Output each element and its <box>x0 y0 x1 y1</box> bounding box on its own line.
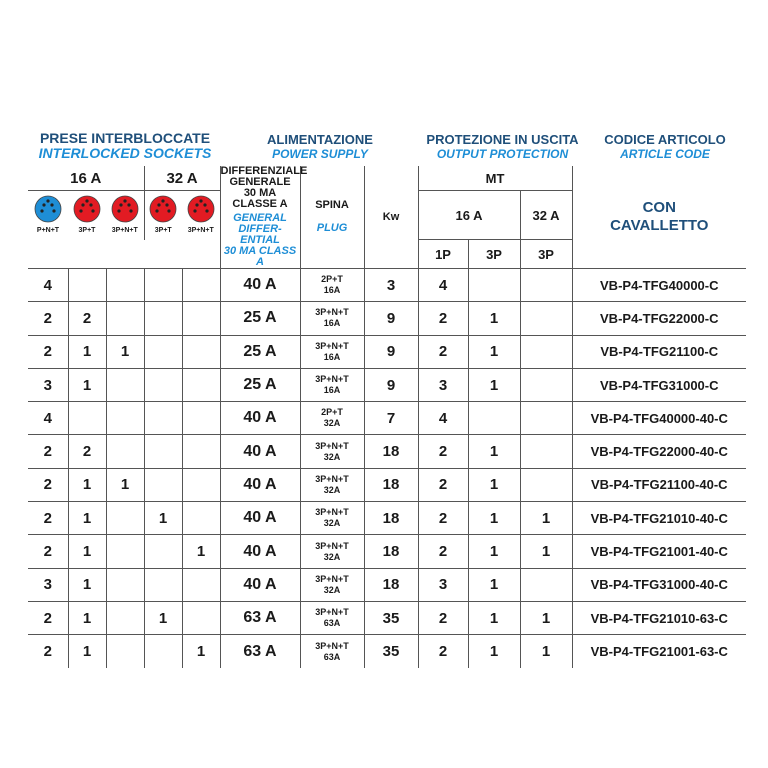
socket-count <box>106 502 144 535</box>
code-header-it: CODICE ARTICOLO <box>604 132 726 147</box>
mt-3p-count: 1 <box>468 502 520 535</box>
mt-3p-count <box>468 269 520 302</box>
socket-count <box>144 635 182 668</box>
mt-32a-3p-count: 1 <box>520 635 572 668</box>
article-code: VB-P4-TFG21100-C <box>572 335 746 368</box>
mt-1p-label: 1P <box>435 246 451 262</box>
socket-count <box>182 368 220 401</box>
mt-1p-count: 3 <box>418 368 468 401</box>
socket-count <box>182 468 220 501</box>
plug-spec <box>300 468 364 501</box>
mt-1p-count: 2 <box>418 435 468 468</box>
socket-count <box>182 435 220 468</box>
supply-header-en: POWER SUPPLY <box>272 147 368 161</box>
plug-type: 2P+T <box>321 407 343 418</box>
red-socket-icon <box>187 195 215 223</box>
article-code: VB-P4-TFG22000-C <box>572 302 746 335</box>
socket-count <box>182 601 220 634</box>
socket-count: 2 <box>28 502 68 535</box>
protection-header <box>425 132 580 162</box>
table-row <box>28 402 746 435</box>
socket-count <box>106 601 144 634</box>
plug-rating: 32A <box>323 418 341 429</box>
kw-value: 18 <box>364 535 418 568</box>
protection-header-en: OUTPUT PROTECTION <box>436 147 569 161</box>
mt-3p-count: 1 <box>468 468 520 501</box>
mt-32a-3p-header <box>520 240 572 269</box>
plug-spec <box>300 368 364 401</box>
mt-3p-count: 1 <box>468 568 520 601</box>
red-socket-icon <box>73 195 101 223</box>
table-row <box>28 468 746 501</box>
differential-rating: 40 A <box>220 502 300 535</box>
differential-rating: 40 A <box>220 535 300 568</box>
socket-count: 1 <box>68 468 106 501</box>
plug-rating: 16A <box>323 385 341 396</box>
table-row <box>28 601 746 634</box>
plug-type: 3P+N+T <box>315 340 349 351</box>
plug-rating: 32A <box>323 484 341 495</box>
plug-type: 3P+N+T <box>315 640 349 651</box>
socket-col-4 <box>144 191 182 240</box>
red-socket-icon <box>111 195 139 223</box>
red-socket-icon <box>149 195 177 223</box>
socket-type-label: 3P+N+T <box>111 227 138 235</box>
mt-16a-header <box>418 191 520 240</box>
mt-32a-3p-count <box>520 302 572 335</box>
diff-en-line2: ENTIAL <box>240 234 280 246</box>
socket-count: 2 <box>68 435 106 468</box>
socket-count: 2 <box>28 335 68 368</box>
socket-count <box>106 568 144 601</box>
mt-32a-3p-count: 1 <box>520 535 572 568</box>
socket-count <box>182 502 220 535</box>
plug-type: 3P+N+T <box>315 573 349 584</box>
plug-type: 2P+T <box>321 274 343 285</box>
socket-count <box>106 402 144 435</box>
differential-rating: 25 A <box>220 302 300 335</box>
mt-header <box>418 166 572 191</box>
mt-3p-count <box>468 402 520 435</box>
article-code: VB-P4-TFG40000-C <box>572 269 746 302</box>
socket-count: 1 <box>182 535 220 568</box>
diff-it-line1: DIFFERENZIALE <box>220 165 308 177</box>
mt-32a-header <box>520 191 572 240</box>
plug-spec <box>300 335 364 368</box>
code-header <box>585 132 745 162</box>
mt-1p-count: 3 <box>418 568 468 601</box>
differential-rating: 40 A <box>220 435 300 468</box>
differential-rating: 25 A <box>220 335 300 368</box>
plug-type: 3P+N+T <box>315 307 349 318</box>
table-row <box>28 502 746 535</box>
diff-it-line2: GENERALE <box>229 176 291 188</box>
socket-count: 2 <box>28 601 68 634</box>
plug-header <box>300 166 364 269</box>
sockets-header-en: INTERLOCKED SOCKETS <box>38 145 212 161</box>
mt-32a-3p-count <box>520 368 572 401</box>
differential-rating: 63 A <box>220 601 300 634</box>
article-code: VB-P4-TFG21001-63-C <box>572 635 746 668</box>
article-code: VB-P4-TFG40000-40-C <box>572 402 746 435</box>
mt-32a-3p-count: 1 <box>520 502 572 535</box>
mt-3p-count: 1 <box>468 601 520 634</box>
socket-count <box>182 568 220 601</box>
diff-header <box>220 165 308 269</box>
article-code: VB-P4-TFG21010-40-C <box>572 502 746 535</box>
plug-rating: 32A <box>323 584 341 595</box>
socket-col-5 <box>182 191 220 240</box>
kw-header <box>364 166 418 269</box>
plug-type: 3P+N+T <box>315 540 349 551</box>
plug-type: 3P+N+T <box>315 473 349 484</box>
differential-rating: 40 A <box>220 402 300 435</box>
socket-count <box>182 269 220 302</box>
plug-type: 3P+N+T <box>315 440 349 451</box>
mt-32a-3p-count <box>520 335 572 368</box>
socket-count <box>106 635 144 668</box>
sockets-header-it: PRESE INTERBLOCCATE <box>39 130 211 146</box>
table-row <box>28 269 746 302</box>
socket-count: 2 <box>28 435 68 468</box>
mt-1p-count: 4 <box>418 269 468 302</box>
socket-count: 2 <box>28 635 68 668</box>
kw-value: 18 <box>364 568 418 601</box>
kw-value: 18 <box>364 502 418 535</box>
mt-3p-count: 1 <box>468 302 520 335</box>
plug-rating: 63A <box>323 651 341 662</box>
mt-1p-count: 2 <box>418 635 468 668</box>
blue-socket-icon <box>34 195 62 223</box>
supply-header <box>250 132 390 162</box>
socket-count <box>106 302 144 335</box>
plug-type: 3P+N+T <box>315 374 349 385</box>
kw-value: 35 <box>364 635 418 668</box>
mt-1p-count: 4 <box>418 402 468 435</box>
mt-1p-count: 2 <box>418 601 468 634</box>
socket-count <box>144 435 182 468</box>
plug-rating: 16A <box>323 351 341 362</box>
mt-3p-count: 1 <box>468 635 520 668</box>
differential-rating: 40 A <box>220 269 300 302</box>
socket-16a-header <box>28 166 144 191</box>
socket-count: 2 <box>28 535 68 568</box>
socket-32a-header <box>144 166 220 191</box>
socket-count <box>68 402 106 435</box>
con-cavalletto-header <box>572 166 746 269</box>
plug-rating: 16A <box>323 318 341 329</box>
differential-rating: 40 A <box>220 568 300 601</box>
socket-type-label: 3P+N+T <box>187 227 214 235</box>
socket-count: 1 <box>182 635 220 668</box>
plug-spec <box>300 269 364 302</box>
plug-rating: 16A <box>323 285 341 296</box>
kw-value: 18 <box>364 468 418 501</box>
mt-1p-header <box>418 240 468 269</box>
socket-count: 4 <box>28 269 68 302</box>
article-code: VB-P4-TFG31000-40-C <box>572 568 746 601</box>
plug-spec <box>300 601 364 634</box>
mt-32a-3p-label: 3P <box>538 246 554 262</box>
plug-rating: 32A <box>323 551 341 562</box>
socket-count: 2 <box>28 468 68 501</box>
plug-type: 3P+N+T <box>315 607 349 618</box>
plug-rating: 32A <box>323 518 341 529</box>
plug-spec <box>300 435 364 468</box>
kw-value: 9 <box>364 302 418 335</box>
socket-count: 3 <box>28 568 68 601</box>
diff-en-line1: GENERAL DIFFER- <box>233 212 287 235</box>
socket-count <box>144 368 182 401</box>
kw-value: 9 <box>364 368 418 401</box>
socket-count: 3 <box>28 368 68 401</box>
socket-count: 1 <box>68 635 106 668</box>
socket-count <box>144 402 182 435</box>
socket-count <box>182 335 220 368</box>
socket-count: 1 <box>68 568 106 601</box>
socket-col-3 <box>106 191 144 240</box>
plug-spec <box>300 302 364 335</box>
mt-label: MT <box>485 170 505 186</box>
plug-rating: 32A <box>323 451 341 462</box>
socket-count: 1 <box>68 601 106 634</box>
mt-3p-count: 1 <box>468 535 520 568</box>
mt-1p-count: 2 <box>418 302 468 335</box>
mt-32a-3p-count <box>520 568 572 601</box>
table-row <box>28 302 746 335</box>
socket-count: 2 <box>68 302 106 335</box>
socket-count <box>144 468 182 501</box>
socket-count: 1 <box>106 335 144 368</box>
table-row <box>28 335 746 368</box>
socket-count <box>68 269 106 302</box>
kw-value: 9 <box>364 335 418 368</box>
socket-count <box>144 568 182 601</box>
plug-header-it: SPINA <box>315 199 349 211</box>
plug-type: 3P+N+T <box>315 507 349 518</box>
socket-count <box>106 368 144 401</box>
mt-32a-3p-count: 1 <box>520 601 572 634</box>
diff-en-line3: 30 MA CLASS A <box>223 245 297 268</box>
cavalletto-label: CAVALLETTO <box>610 217 709 234</box>
kw-value: 7 <box>364 402 418 435</box>
con-label: CON <box>642 199 676 216</box>
kw-value: 3 <box>364 269 418 302</box>
code-header-en: ARTICLE CODE <box>620 147 710 161</box>
mt-1p-count: 2 <box>418 502 468 535</box>
socket-count <box>182 402 220 435</box>
socket-type-label: P+N+T <box>36 227 60 235</box>
socket-count <box>144 335 182 368</box>
article-code: VB-P4-TFG22000-40-C <box>572 435 746 468</box>
mt-32a-3p-count <box>520 269 572 302</box>
socket-count: 4 <box>28 402 68 435</box>
kw-value: 35 <box>364 601 418 634</box>
socket-count: 1 <box>106 468 144 501</box>
mt-3p-count: 1 <box>468 368 520 401</box>
socket-16a-label: 16 A <box>70 169 102 187</box>
plug-spec <box>300 635 364 668</box>
article-code: VB-P4-TFG31000-C <box>572 368 746 401</box>
socket-count: 1 <box>68 368 106 401</box>
socket-count: 1 <box>68 535 106 568</box>
mt-1p-count: 2 <box>418 468 468 501</box>
socket-count: 2 <box>28 302 68 335</box>
socket-count <box>144 269 182 302</box>
table-row <box>28 368 746 401</box>
article-code: VB-P4-TFG21010-63-C <box>572 601 746 634</box>
plug-header-en: PLUG <box>316 222 348 234</box>
mt-32a-3p-count <box>520 468 572 501</box>
socket-type-label: 3P+T <box>154 227 172 235</box>
mt-32a-3p-count <box>520 402 572 435</box>
mt-3p-label: 3P <box>486 246 502 262</box>
plug-rating: 63A <box>323 618 341 629</box>
mt-3p-count: 1 <box>468 335 520 368</box>
kw-label: Kw <box>382 210 400 223</box>
differential-rating: 25 A <box>220 368 300 401</box>
product-table <box>28 166 746 668</box>
differential-rating: 40 A <box>220 468 300 501</box>
mt-1p-count: 2 <box>418 335 468 368</box>
supply-header-it: ALIMENTAZIONE <box>267 132 373 147</box>
differential-rating: 63 A <box>220 635 300 668</box>
mt-3p-header <box>468 240 520 269</box>
table-row <box>28 535 746 568</box>
diff-it-line3: 30 MA CLASSE A <box>232 187 288 210</box>
mt-3p-count: 1 <box>468 435 520 468</box>
plug-spec <box>300 568 364 601</box>
socket-count: 1 <box>144 502 182 535</box>
table-row <box>28 568 746 601</box>
socket-count: 1 <box>144 601 182 634</box>
plug-spec <box>300 502 364 535</box>
socket-count <box>106 535 144 568</box>
kw-value: 18 <box>364 435 418 468</box>
socket-count <box>106 269 144 302</box>
mt-32a-3p-count <box>520 435 572 468</box>
socket-col-1 <box>28 191 68 240</box>
article-code: VB-P4-TFG21100-40-C <box>572 468 746 501</box>
table-row <box>28 635 746 668</box>
plug-spec <box>300 402 364 435</box>
plug-spec <box>300 535 364 568</box>
socket-count: 1 <box>68 502 106 535</box>
sockets-header <box>30 131 220 161</box>
protection-header-it: PROTEZIONE IN USCITA <box>426 132 579 147</box>
article-code: VB-P4-TFG21001-40-C <box>572 535 746 568</box>
socket-count <box>144 302 182 335</box>
socket-count <box>182 302 220 335</box>
mt-16a-label: 16 A <box>455 207 483 223</box>
socket-type-label: 3P+T <box>78 227 96 235</box>
socket-col-2 <box>68 191 106 240</box>
socket-count <box>106 435 144 468</box>
mt-1p-count: 2 <box>418 535 468 568</box>
table-row <box>28 435 746 468</box>
mt-32a-label: 32 A <box>532 207 560 223</box>
socket-32a-label: 32 A <box>166 169 198 187</box>
socket-count: 1 <box>68 335 106 368</box>
socket-count <box>144 535 182 568</box>
